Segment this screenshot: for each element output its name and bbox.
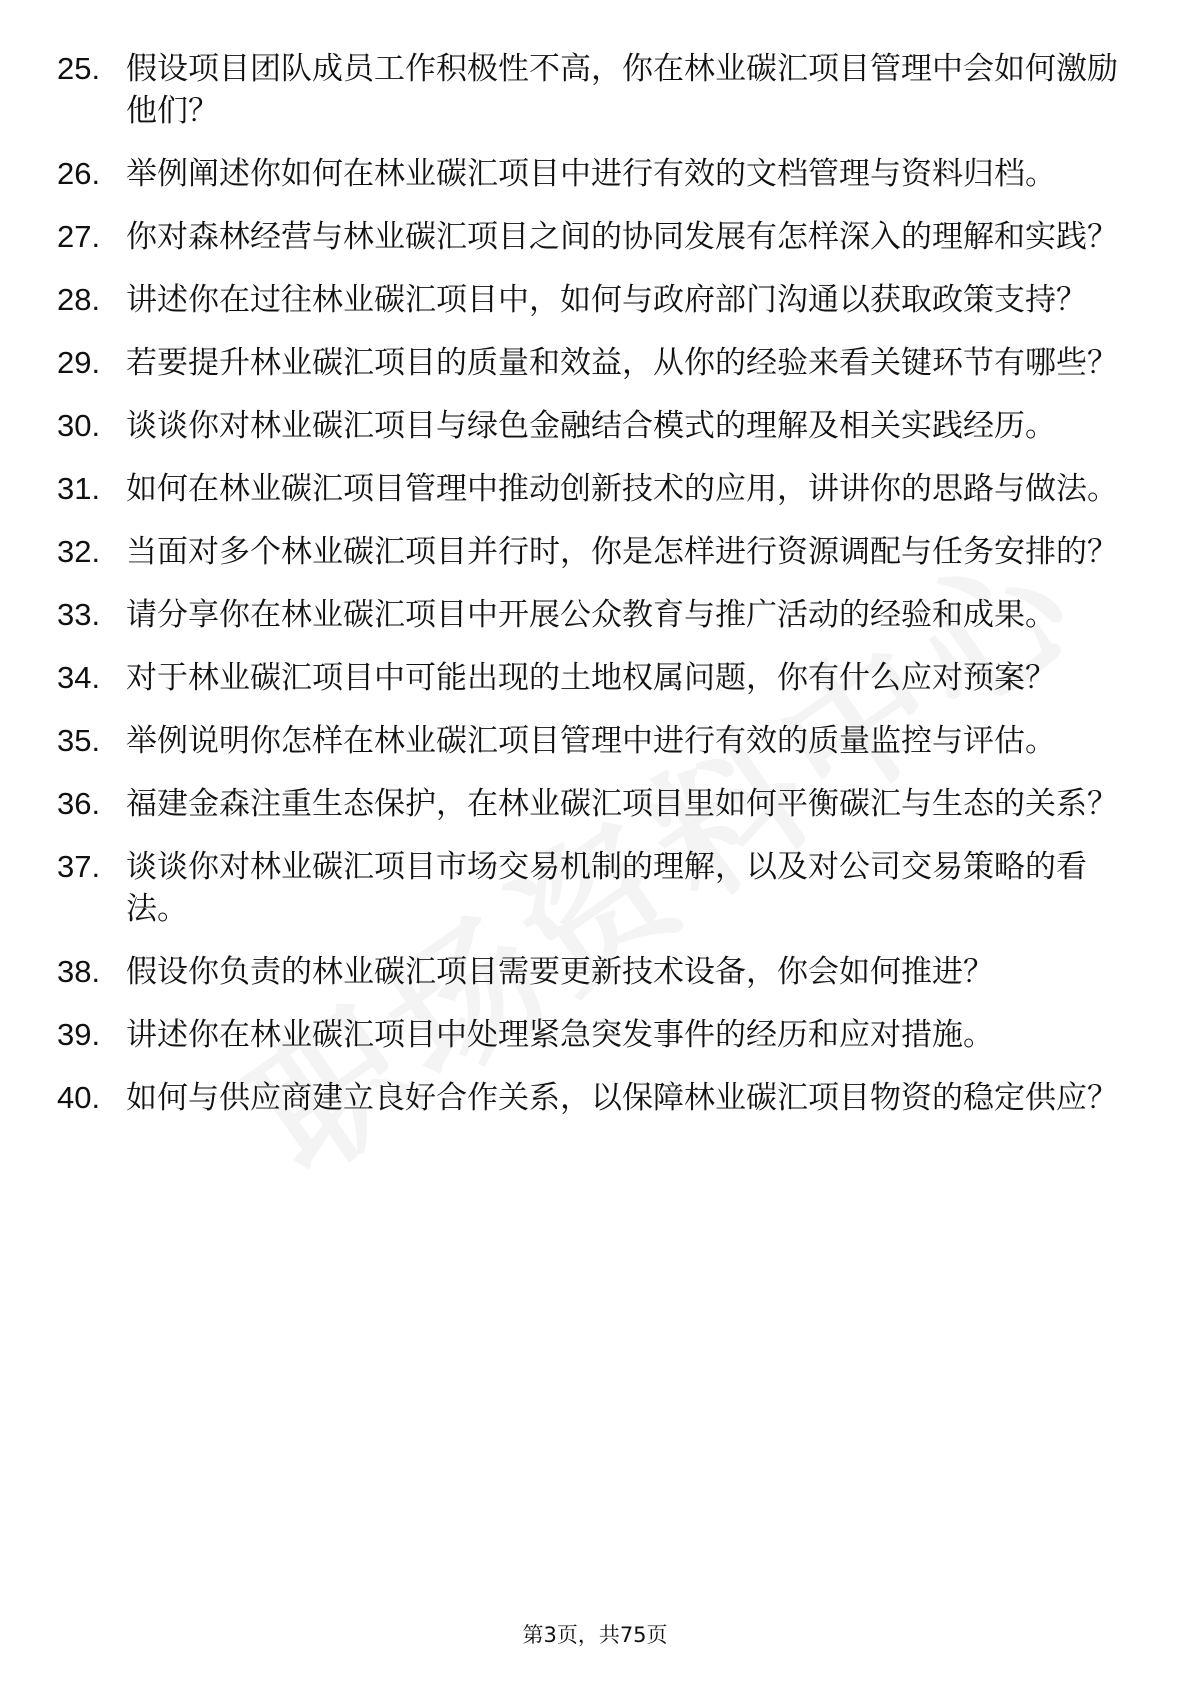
question-item — [0, 657, 1190, 699]
question-number: 37. — [57, 849, 101, 884]
question-text: 当面对多个林业碳汇项目并行时，你是怎样进行资源调配与任务安排的？ — [126, 534, 1118, 570]
question-number: 27. — [57, 219, 101, 254]
question-text: 谈谈你对林业碳汇项目市场交易机制的理解，以及对公司交易策略的看法。 — [126, 849, 1087, 927]
question-number: 40. — [57, 1080, 101, 1115]
question-number: 29. — [57, 345, 101, 380]
question-item — [0, 846, 1190, 930]
question-text: 请分享你在林业碳汇项目中开展公众教育与推广活动的经验和成果。 — [126, 597, 1056, 633]
question-text: 你对森林经营与林业碳汇项目之间的协同发展有怎样深入的理解和实践？ — [126, 219, 1118, 255]
question-item — [0, 468, 1190, 510]
question-number: 28. — [57, 282, 101, 317]
question-item — [0, 48, 1190, 132]
question-item — [0, 783, 1190, 825]
question-text: 若要提升林业碳汇项目的质量和效益，从你的经验来看关键环节有哪些？ — [126, 345, 1118, 381]
question-number: 36. — [57, 786, 101, 821]
question-text: 福建金森注重生态保护，在林业碳汇项目里如何平衡碳汇与生态的关系？ — [126, 786, 1118, 822]
question-number: 38. — [57, 954, 101, 989]
question-number: 34. — [57, 660, 101, 695]
question-number: 30. — [57, 408, 101, 443]
question-item — [0, 951, 1190, 993]
question-text: 讲述你在林业碳汇项目中处理紧急突发事件的经历和应对措施。 — [126, 1017, 994, 1053]
question-text: 举例阐述你如何在林业碳汇项目中进行有效的文档管理与资料归档。 — [126, 156, 1056, 192]
question-item — [0, 594, 1190, 636]
question-number: 39. — [57, 1017, 101, 1052]
question-item — [0, 342, 1190, 384]
question-text: 谈谈你对林业碳汇项目与绿色金融结合模式的理解及相关实践经历。 — [126, 408, 1056, 444]
question-item — [0, 1014, 1190, 1056]
question-item — [0, 720, 1190, 762]
question-item — [0, 405, 1190, 447]
question-item — [0, 531, 1190, 573]
question-list — [0, 48, 1190, 1140]
question-number: 32. — [57, 534, 101, 569]
question-text: 假设项目团队成员工作积极性不高，你在林业碳汇项目管理中会如何激励他们？ — [126, 51, 1118, 129]
question-text: 对于林业碳汇项目中可能出现的土地权属问题，你有什么应对预案？ — [126, 660, 1056, 696]
question-item — [0, 279, 1190, 321]
question-text: 如何与供应商建立良好合作关系，以保障林业碳汇项目物资的稳定供应？ — [126, 1080, 1118, 1116]
page-footer: 第3页，共75页 — [522, 1623, 668, 1647]
question-item — [0, 216, 1190, 258]
question-number: 35. — [57, 723, 101, 758]
question-item — [0, 1077, 1190, 1119]
question-number: 25. — [57, 51, 101, 86]
question-text: 假设你负责的林业碳汇项目需要更新技术设备，你会如何推进？ — [126, 954, 994, 990]
question-item — [0, 153, 1190, 195]
question-number: 31. — [57, 471, 101, 506]
question-number: 33. — [57, 597, 101, 632]
question-text: 讲述你在过往林业碳汇项目中，如何与政府部门沟通以获取政策支持？ — [126, 282, 1087, 318]
question-text: 如何在林业碳汇项目管理中推动创新技术的应用，讲讲你的思路与做法。 — [126, 471, 1118, 507]
question-number: 26. — [57, 156, 101, 191]
question-text: 举例说明你怎样在林业碳汇项目管理中进行有效的质量监控与评估。 — [126, 723, 1056, 759]
